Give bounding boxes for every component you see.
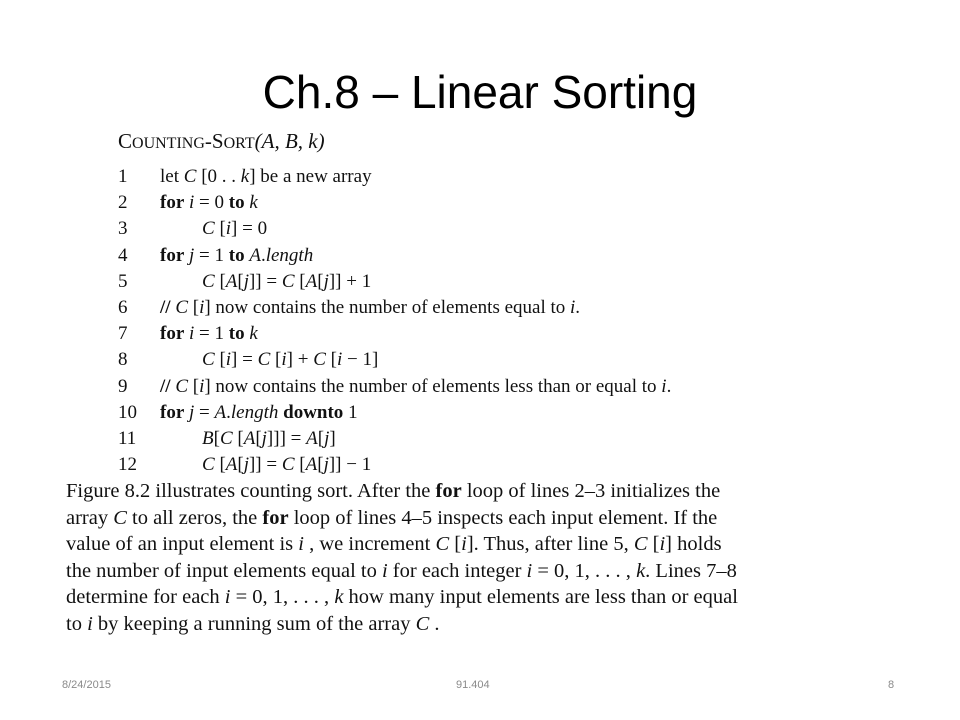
code-line: [118, 164, 818, 190]
proc-params: (A, B, k): [254, 129, 325, 153]
proc-name-rest-1: OUNTING: [132, 135, 205, 152]
proc-name-sep: -: [204, 129, 212, 153]
code-line: [118, 347, 818, 373]
code-line: [118, 295, 818, 321]
paragraph-line: the number of input elements equal to i for each integer i = 0, 1, . . . , k. Lines 7–8: [66, 559, 737, 582]
code-text: for i = 1 to k: [160, 323, 258, 345]
line-number: 1: [118, 166, 128, 187]
line-number: 6: [118, 296, 128, 318]
code-text: B[C [A[j]]] = A[j]: [202, 427, 336, 449]
code-line: [118, 243, 818, 269]
paragraph-line: Figure 8.2 illustrates counting sort. After the for loop of lines 2–3 initializes the: [66, 480, 721, 502]
paragraph-line: value of an input element is i , we increment C [i]. Thus, after line 5, C [i] holds: [66, 533, 722, 555]
line-number: 11: [118, 427, 137, 449]
code-line: [118, 216, 818, 242]
code-line: [118, 190, 818, 216]
line-number: 9: [118, 375, 128, 397]
code-line: [118, 321, 818, 347]
proc-name-rest-2: ORT: [223, 135, 255, 152]
line-number: 4: [118, 244, 128, 266]
line-number: 5: [118, 270, 128, 292]
code-line: [118, 426, 818, 452]
code-text: for j = A.length downto 1: [160, 401, 358, 423]
code-text: C [i] = C [i] + C [i − 1]: [202, 349, 379, 371]
code-text: for j = 1 to A.length: [160, 244, 314, 266]
code-text: C [A[j]] = C [A[j]] + 1: [202, 270, 372, 292]
line-number: 8: [118, 349, 128, 371]
pseudocode-block: [118, 124, 818, 478]
line-number: 10: [118, 401, 137, 423]
procedure-header: [118, 124, 818, 164]
paragraph-line: to i by keeping a running sum of the array C .: [66, 612, 440, 635]
code-text: let C [0 . . k] be a new array: [160, 166, 372, 187]
footer-page-number: 8: [888, 679, 895, 691]
code-lines: [118, 164, 818, 478]
line-number: 3: [118, 218, 128, 240]
paragraph-line: array C to all zeros, the for loop of lines 4–5 inspects each input element. If the: [66, 506, 718, 529]
code-text: // C [i] now contains the number of elements equal to i.: [160, 296, 581, 318]
line-number: 12: [118, 454, 137, 476]
footer-date: 8/24/2015: [62, 679, 111, 691]
slide-title: Ch.8 – Linear Sorting: [262, 66, 698, 118]
code-text: for i = 0 to k: [160, 192, 258, 214]
code-line: [118, 452, 818, 478]
line-number: 2: [118, 192, 128, 214]
proc-name-initial-2: S: [211, 129, 224, 153]
paragraph-line: determine for each i = 0, 1, . . . , k how many input elements are less than or equal: [66, 586, 738, 608]
proc-name-initial-1: C: [118, 129, 133, 153]
description-paragraph: [66, 478, 886, 637]
code-line: [118, 374, 818, 400]
code-line: [118, 269, 818, 295]
footer-course: 91.404: [456, 679, 490, 691]
code-line: [118, 400, 818, 426]
code-text: C [i] = 0: [202, 218, 268, 240]
line-number: 7: [118, 323, 128, 345]
code-text: C [A[j]] = C [A[j]] − 1: [202, 454, 372, 476]
code-text: // C [i] now contains the number of elements less than or equal to i.: [160, 375, 672, 397]
